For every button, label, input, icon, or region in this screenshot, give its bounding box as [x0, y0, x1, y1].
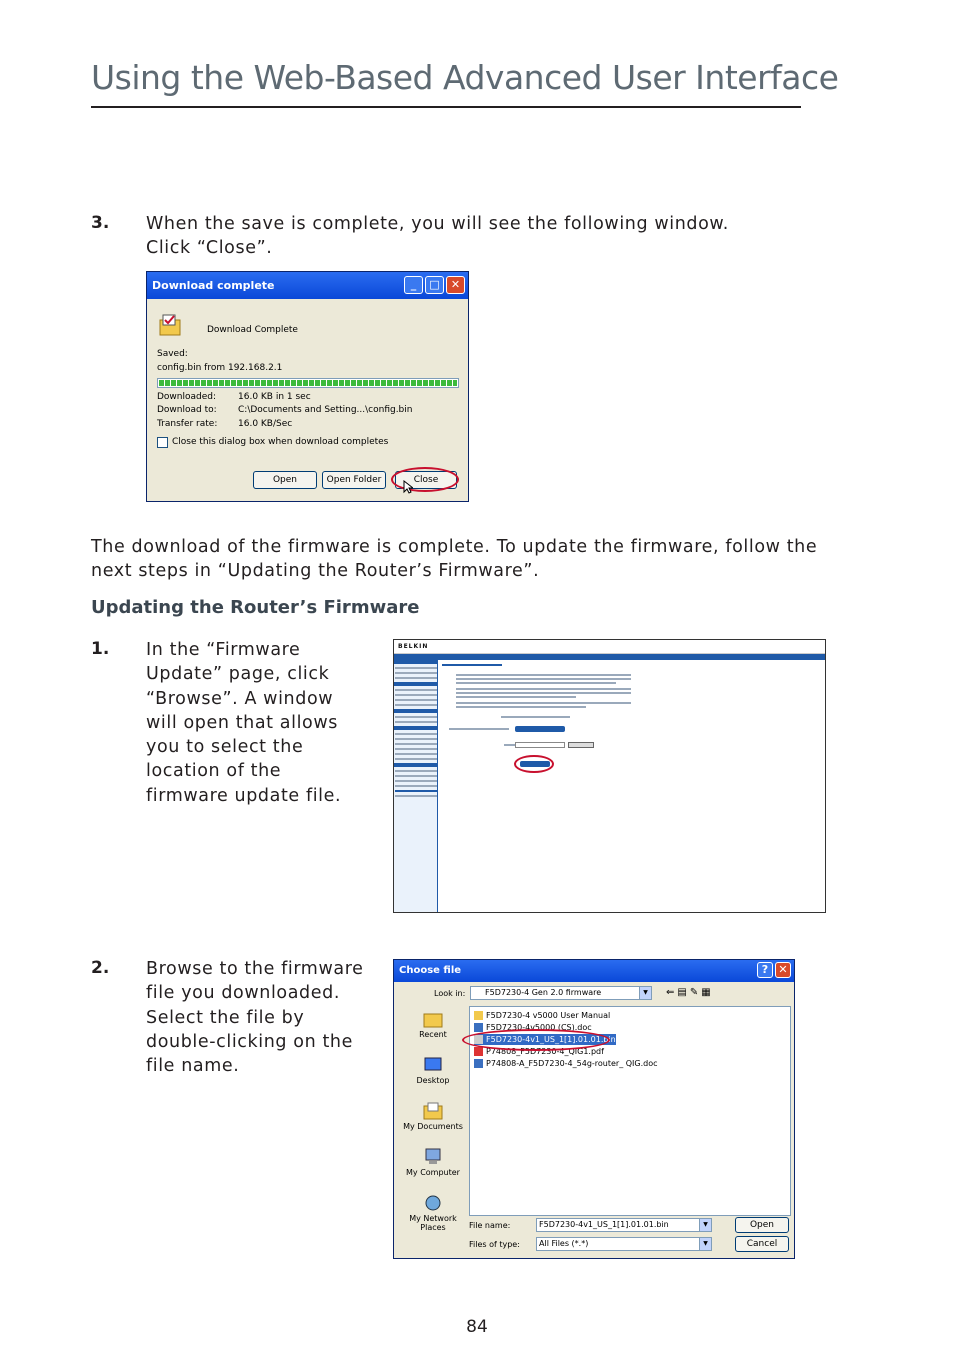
step-3-text	[146, 212, 729, 261]
step-1-line: location of the	[146, 761, 282, 782]
browse-button[interactable]	[568, 742, 594, 748]
download-progress-bar	[157, 378, 459, 388]
transfer-rate-value: 16.0 KB/Sec	[238, 419, 293, 429]
documents-icon	[423, 1102, 443, 1120]
update-firmware-input[interactable]	[515, 742, 565, 748]
window-titlebar	[147, 272, 468, 299]
page-title: Using the Web-Based Advanced User Interface	[91, 58, 839, 97]
transfer-rate-label: Transfer rate:	[157, 419, 218, 429]
maximize-icon[interactable]: □	[425, 276, 444, 294]
downloaded-value: 16.0 KB in 1 sec	[238, 392, 311, 402]
close-icon[interactable]: ✕	[446, 276, 465, 294]
list-item[interactable]: P74808_F5D7230-4_QIG1.pdf	[474, 1046, 604, 1057]
step-1-line: firmware update file.	[146, 785, 342, 806]
download-complete-window	[146, 271, 469, 502]
places-bar	[398, 1004, 468, 1244]
doc-file-icon	[474, 1023, 483, 1032]
highlight-circle	[514, 755, 554, 773]
step-2-text	[146, 957, 363, 1078]
step-3-line: Click “Close”.	[146, 238, 273, 259]
desktop-icon	[423, 1056, 443, 1074]
step-2-line: file name.	[146, 1056, 240, 1077]
firmware-update-screenshot	[393, 639, 826, 913]
toolbar-icons[interactable]: ⇐▤✎▦	[666, 987, 714, 998]
chevron-down-icon: ▼	[699, 1238, 711, 1250]
step-1-number: 1.	[91, 639, 110, 659]
minimize-icon[interactable]: _	[404, 276, 423, 294]
list-item[interactable]: F5D7230-4v5000 (CS).doc	[474, 1022, 592, 1033]
window-title: Download complete	[152, 279, 275, 292]
highlight-circle	[462, 1029, 610, 1051]
step-1-line: will open that allows	[146, 712, 338, 733]
place-desktop[interactable]: Desktop	[398, 1056, 468, 1085]
close-when-complete-checkbox[interactable]	[157, 437, 168, 448]
window-title: Choose file	[399, 965, 462, 976]
open-button[interactable]: Open	[735, 1217, 789, 1233]
highlight-circle	[391, 467, 459, 492]
look-in-label: Look in:	[434, 989, 466, 998]
doc-file-icon	[474, 1059, 483, 1068]
file-name-input[interactable]: F5D7230-4v1_US_1[1].01.01.bin ▼	[536, 1218, 712, 1232]
list-item[interactable]: P74808-A_F5D7230-4_54g-router_ QIG.doc	[474, 1058, 658, 1069]
step-2-line: Browse to the firmware	[146, 959, 364, 979]
cancel-button[interactable]: Cancel	[735, 1236, 789, 1252]
look-in-value: F5D7230-4 Gen 2.0 firmware	[485, 988, 602, 997]
close-button[interactable]: Close	[395, 471, 457, 489]
firmware-complete-paragraph	[91, 535, 817, 584]
step-3-line: When the save is complete, you will see the following window.	[146, 214, 729, 234]
router-nav-bar	[394, 654, 825, 660]
router-header	[394, 640, 825, 654]
files-of-type-label: Files of type:	[469, 1240, 520, 1249]
step-3-number: 3.	[91, 213, 110, 233]
chevron-down-icon: ▼	[639, 987, 651, 999]
place-my-network[interactable]: My Network Places	[398, 1194, 468, 1232]
step-1-line: In the “Firmware	[146, 640, 301, 660]
close-when-complete-label: Close this dialog box when download completes	[172, 437, 389, 447]
list-item-selected[interactable]: F5D7230-4v1_US_1[1].01.01.bin	[474, 1034, 616, 1045]
computer-icon	[423, 1148, 443, 1166]
title-rule	[91, 106, 801, 108]
open-button[interactable]: Open	[253, 471, 317, 489]
close-icon[interactable]: ✕	[775, 962, 791, 978]
folder-icon	[474, 1011, 483, 1020]
step-1-line: “Browse”. A window	[146, 688, 334, 709]
check-new-version-button[interactable]	[515, 726, 565, 732]
file-list	[469, 1006, 791, 1216]
step-2-line: double-clicking on the	[146, 1031, 353, 1052]
list-item[interactable]: F5D7230-4 v5000 User Manual	[474, 1010, 610, 1021]
step-2-line: file you downloaded.	[146, 983, 340, 1004]
router-sidebar	[394, 660, 438, 913]
step-1-line: you to select the	[146, 737, 304, 758]
recent-icon	[423, 1010, 443, 1028]
saved-label: Saved:	[157, 349, 188, 359]
download-heading: Download Complete	[207, 325, 298, 335]
paragraph-line: next steps in “Updating the Router’s Firmware”.	[91, 561, 540, 582]
network-icon	[423, 1194, 443, 1212]
step-1-line: Update” page, click	[146, 664, 330, 685]
chevron-down-icon: ▼	[699, 1219, 711, 1231]
files-of-type-select[interactable]: All Files (*.*) ▼	[536, 1237, 712, 1251]
step-1-text	[146, 638, 341, 808]
belkin-logo: BELKIN	[398, 643, 429, 650]
download-to-value: C:\Documents and Setting...\config.bin	[238, 405, 413, 415]
mouse-cursor-icon	[403, 480, 413, 494]
section-heading: Updating the Router’s Firmware	[91, 597, 420, 618]
downloaded-label: Downloaded:	[157, 392, 217, 402]
download-to-label: Download to:	[157, 405, 217, 415]
paragraph-line: The download of the firmware is complete. To update the firmware, follow the	[91, 537, 818, 557]
pdf-file-icon	[474, 1047, 483, 1056]
place-my-computer[interactable]: My Computer	[398, 1148, 468, 1177]
window-titlebar	[394, 960, 794, 982]
look-in-select[interactable]	[470, 986, 652, 1000]
step-2-line: Select the file by	[146, 1007, 305, 1028]
place-my-documents[interactable]: My Documents	[398, 1102, 468, 1131]
place-recent[interactable]: Recent	[398, 1010, 468, 1039]
choose-file-window	[393, 959, 795, 1259]
step-2-number: 2.	[91, 958, 110, 978]
help-icon[interactable]: ?	[757, 962, 773, 978]
page-number: 84	[466, 1317, 488, 1337]
file-name-label: File name:	[469, 1221, 511, 1230]
saved-value: config.bin from 192.168.2.1	[157, 363, 283, 373]
open-folder-button[interactable]: Open Folder	[322, 471, 386, 489]
download-folder-icon	[157, 312, 183, 338]
